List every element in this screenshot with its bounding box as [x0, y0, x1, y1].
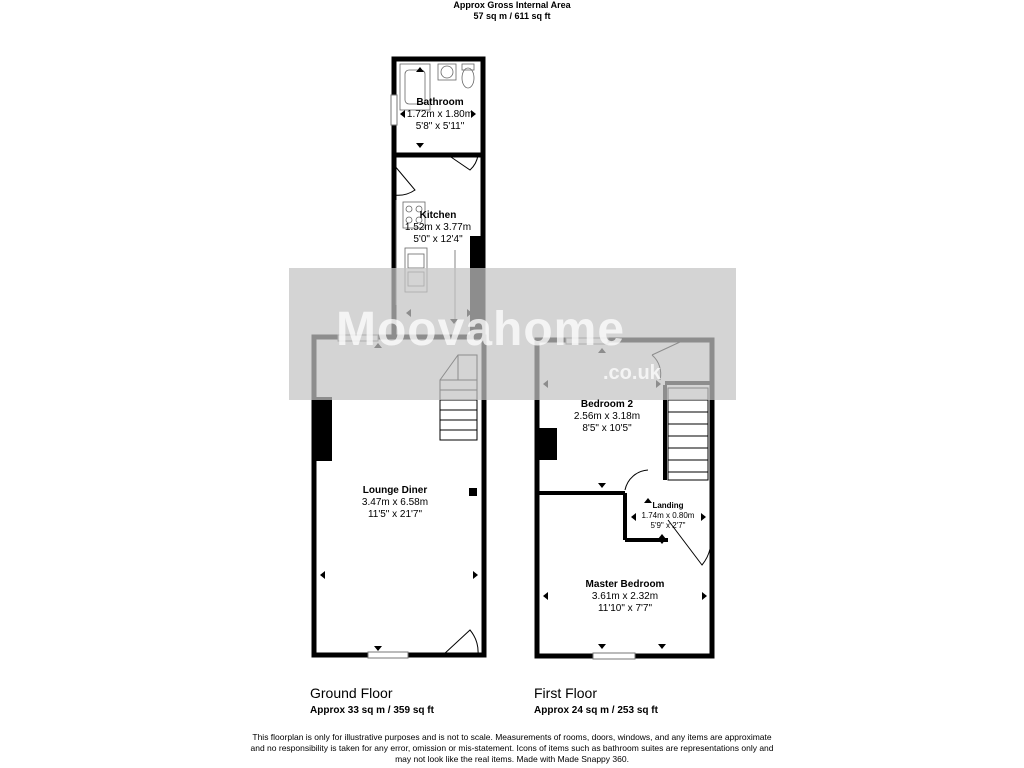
room-metric: 3.47m x 6.58m	[361, 497, 429, 508]
chimney-breast-lounge	[314, 397, 332, 461]
window-master	[593, 653, 635, 659]
lounge-pillar	[469, 488, 477, 496]
area-title: Approx Gross Internal Area	[453, 0, 571, 10]
room-name: Landing	[652, 501, 684, 510]
room-name: Lounge Diner	[362, 485, 428, 496]
room-kitchen	[393, 210, 483, 246]
room-metric: 1.52m x 3.77m	[404, 222, 472, 233]
room-bathroom	[394, 97, 486, 133]
room-imperial: 11'10" x 7'7"	[597, 603, 653, 614]
room-landing	[618, 501, 718, 531]
disclaimer-line-3: may not look like the real items. Made with Made Snappy 360.	[395, 754, 629, 764]
ground-floor-area: Approx 33 sq m / 359 sq ft	[310, 705, 434, 716]
room-imperial: 5'0" x 12'4"	[413, 234, 463, 245]
stairs-first	[668, 388, 708, 480]
door-front	[443, 630, 478, 655]
room-name: Master Bedroom	[585, 579, 665, 590]
room-name: Bathroom	[416, 97, 464, 108]
first-floor-title: First Floor	[534, 685, 597, 701]
room-name: Bedroom 2	[580, 399, 634, 410]
first-floor-area: Approx 24 sq m / 253 sq ft	[534, 705, 658, 716]
watermark-domain: .co.uk	[603, 362, 661, 384]
watermark-brand: Moovahome	[336, 303, 626, 356]
door-kitchen	[394, 165, 415, 195]
room-lounge-diner	[330, 485, 460, 521]
area-total: 57 sq m / 611 sq ft	[473, 11, 551, 21]
room-imperial: 5'8" x 5'11"	[415, 121, 465, 132]
disclaimer	[225, 732, 799, 765]
room-metric: 1.72m x 1.80m	[406, 109, 474, 120]
window-lounge-front	[368, 652, 408, 658]
ground-floor-title: Ground Floor	[310, 685, 393, 701]
disclaimer-line-2: and no responsibility is taken for any error, omission or mis-statement. Icons of items such as bathroom suites are representations only and	[250, 743, 774, 753]
room-metric: 3.61m x 2.32m	[591, 591, 659, 602]
room-master-bedroom	[565, 579, 685, 615]
door-landing	[625, 470, 648, 490]
room-name: Kitchen	[419, 210, 457, 221]
room-imperial: 8'5" x 10'5"	[582, 423, 632, 434]
room-metric: 1.74m x 0.80m	[641, 511, 695, 520]
room-imperial: 11'5" x 21'7"	[367, 509, 423, 520]
room-imperial: 5'9" x 2'7"	[650, 521, 686, 530]
room-metric: 2.56m x 3.18m	[573, 411, 641, 422]
disclaimer-line-1: This floorplan is only for illustrative purposes and is not to scale. Measurements of rooms, doors, windows, and any items are approximate	[252, 732, 772, 742]
room-bedroom-2	[552, 399, 662, 435]
